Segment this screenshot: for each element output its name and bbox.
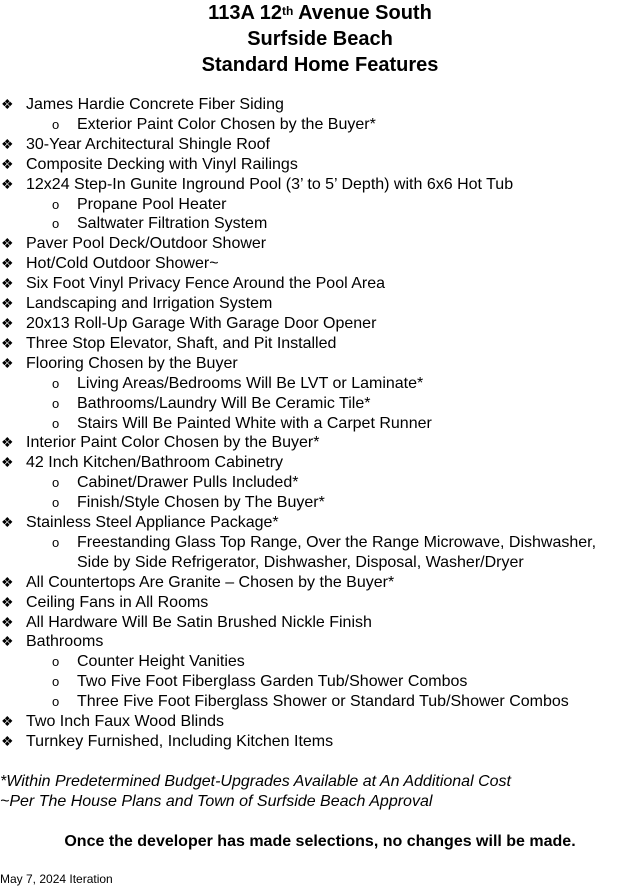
feature-item <box>0 632 640 652</box>
feature-subitem <box>0 553 640 573</box>
feature-item <box>0 135 640 155</box>
feature-item <box>0 513 640 533</box>
circle-bullet-icon: o <box>52 654 60 670</box>
feature-item <box>0 573 640 593</box>
feature-item <box>0 433 640 453</box>
diamond-bullet-icon: ❖ <box>1 633 14 650</box>
diamond-bullet-icon: ❖ <box>1 96 14 112</box>
diamond-bullet-icon: ❖ <box>1 275 14 292</box>
feature-text: All Countertops Are Granite – Chosen by the Buyer* <box>26 573 395 591</box>
feature-text: Six Foot Vinyl Privacy Fence Around the Pool Area <box>26 275 386 293</box>
feature-subitem <box>0 374 640 394</box>
diamond-bullet-icon: ❖ <box>1 334 14 351</box>
feature-text: Exterior Paint Color Chosen by the Buyer* <box>77 115 376 133</box>
feature-subitem <box>0 493 640 513</box>
diamond-bullet-icon: ❖ <box>1 135 14 152</box>
feature-text: James Hardie Concrete Fiber Siding <box>26 96 284 113</box>
feature-text: Side by Side Refrigerator, Dishwasher, Disposal, Washer/Dryer <box>77 553 524 571</box>
feature-text: Cabinet/Drawer Pulls Included* <box>77 474 299 492</box>
title-address-number: 113A 12 <box>208 2 282 24</box>
feature-item <box>0 155 640 175</box>
feature-subitem <box>0 115 640 135</box>
diamond-bullet-icon: ❖ <box>1 295 14 312</box>
diamond-bullet-icon: ❖ <box>1 613 14 630</box>
feature-text: Two Inch Faux Wood Blinds <box>26 713 225 731</box>
feature-text: Finish/Style Chosen by The Buyer* <box>77 494 325 512</box>
feature-subitem <box>0 414 640 434</box>
feature-text: Stainless Steel Appliance Package* <box>26 514 279 532</box>
feature-text: All Hardware Will Be Satin Brushed Nickle Finish <box>26 613 372 631</box>
diamond-bullet-icon: ❖ <box>1 314 14 331</box>
feature-item <box>0 95 640 115</box>
feature-text: Bathrooms/Laundry Will Be Ceramic Tile* <box>77 394 371 412</box>
feature-text: Bathrooms <box>26 633 104 651</box>
diamond-bullet-icon: ❖ <box>1 573 14 590</box>
feature-item <box>0 294 640 314</box>
diamond-bullet-icon: ❖ <box>1 733 14 749</box>
diamond-bullet-icon: ❖ <box>1 354 14 371</box>
title-location: Surfside Beach <box>247 28 393 50</box>
feature-subitem <box>0 394 640 414</box>
circle-bullet-icon: o <box>52 674 60 690</box>
circle-bullet-icon: o <box>52 216 60 232</box>
diamond-bullet-icon: ❖ <box>1 514 14 531</box>
circle-bullet-icon: o <box>52 395 60 411</box>
feature-text: Interior Paint Color Chosen by the Buyer* <box>26 434 320 452</box>
feature-text: Hot/Cold Outdoor Shower~ <box>26 255 219 273</box>
feature-text: Three Five Foot Fiberglass Shower or Standard Tub/Shower Combos <box>77 693 569 711</box>
circle-bullet-icon: o <box>52 475 60 491</box>
feature-text: Stairs Will Be Painted White with a Carpet Runner <box>77 414 432 432</box>
iteration-date: May 7, 2024 Iteration <box>0 872 113 886</box>
feature-text: 30-Year Architectural Shingle Roof <box>26 135 270 153</box>
footnote-approval: ~Per The House Plans and Town of Surfside Beach Approval <box>0 793 433 810</box>
feature-subitem <box>0 692 640 712</box>
circle-bullet-icon: o <box>52 116 60 132</box>
feature-item <box>0 354 640 374</box>
feature-item <box>0 732 640 752</box>
document-title <box>0 0 640 78</box>
feature-subitem <box>0 672 640 692</box>
title-ordinal-suffix: th <box>281 4 294 18</box>
feature-text: Landscaping and Irrigation System <box>26 295 273 313</box>
feature-item <box>0 593 640 613</box>
closing-statement: Once the developer has made selections, no changes will be made. <box>64 833 576 850</box>
feature-text: 20x13 Roll-Up Garage With Garage Door Opener <box>26 314 377 332</box>
feature-text: Counter Height Vanities <box>77 653 245 671</box>
feature-item <box>0 334 640 354</box>
diamond-bullet-icon: ❖ <box>1 434 14 451</box>
feature-text: Turnkey Furnished, Including Kitchen Items <box>26 733 334 750</box>
diamond-bullet-icon: ❖ <box>1 593 14 610</box>
diamond-bullet-icon: ❖ <box>1 713 14 730</box>
diamond-bullet-icon: ❖ <box>1 454 14 471</box>
feature-item <box>0 453 640 473</box>
feature-item <box>0 175 640 195</box>
feature-text: Ceiling Fans in All Rooms <box>26 593 209 611</box>
circle-bullet-icon: o <box>52 534 60 550</box>
feature-subitem <box>0 214 640 234</box>
feature-text: Propane Pool Heater <box>77 195 227 213</box>
circle-bullet-icon: o <box>52 196 60 212</box>
feature-text: Saltwater Filtration System <box>77 215 268 233</box>
feature-item <box>0 314 640 334</box>
circle-bullet-icon: o <box>52 415 60 431</box>
feature-item <box>0 274 640 294</box>
feature-text: 12x24 Step-In Gunite Inground Pool (3’ to 5’ Depth) with 6x6 Hot Tub <box>26 175 514 193</box>
title-heading: Standard Home Features <box>201 54 439 76</box>
feature-text: 42 Inch Kitchen/Bathroom Cabinetry <box>26 454 284 472</box>
feature-item <box>0 613 640 633</box>
feature-item <box>0 712 640 732</box>
circle-bullet-icon: o <box>52 375 60 391</box>
circle-bullet-icon: o <box>52 694 60 710</box>
diamond-bullet-icon: ❖ <box>1 235 14 252</box>
feature-text: Flooring Chosen by the Buyer <box>26 354 238 372</box>
feature-text: Two Five Foot Fiberglass Garden Tub/Shower Combos <box>77 673 468 691</box>
circle-bullet-icon: o <box>52 495 60 511</box>
footnotes <box>0 772 511 812</box>
diamond-bullet-icon: ❖ <box>1 175 14 192</box>
features-list <box>0 95 640 752</box>
feature-subitem <box>0 473 640 493</box>
feature-item <box>0 234 640 254</box>
feature-text: Freestanding Glass Top Range, Over the Range Microwave, Dishwasher, <box>77 533 597 551</box>
feature-text: Composite Decking with Vinyl Railings <box>26 155 298 173</box>
feature-subitem <box>0 652 640 672</box>
diamond-bullet-icon: ❖ <box>1 255 14 272</box>
diamond-bullet-icon: ❖ <box>1 155 14 172</box>
title-address <box>0 0 640 26</box>
feature-text: Living Areas/Bedrooms Will Be LVT or Laminate* <box>77 374 424 392</box>
title-address-street: Avenue South <box>293 2 432 24</box>
feature-subitem <box>0 195 640 215</box>
feature-text: Paver Pool Deck/Outdoor Shower <box>26 235 267 253</box>
footnote-budget: *Within Predetermined Budget-Upgrades Available at An Additional Cost <box>0 773 511 790</box>
feature-item <box>0 254 640 274</box>
feature-subitem <box>0 533 640 553</box>
feature-text: Three Stop Elevator, Shaft, and Pit Installed <box>26 334 337 352</box>
